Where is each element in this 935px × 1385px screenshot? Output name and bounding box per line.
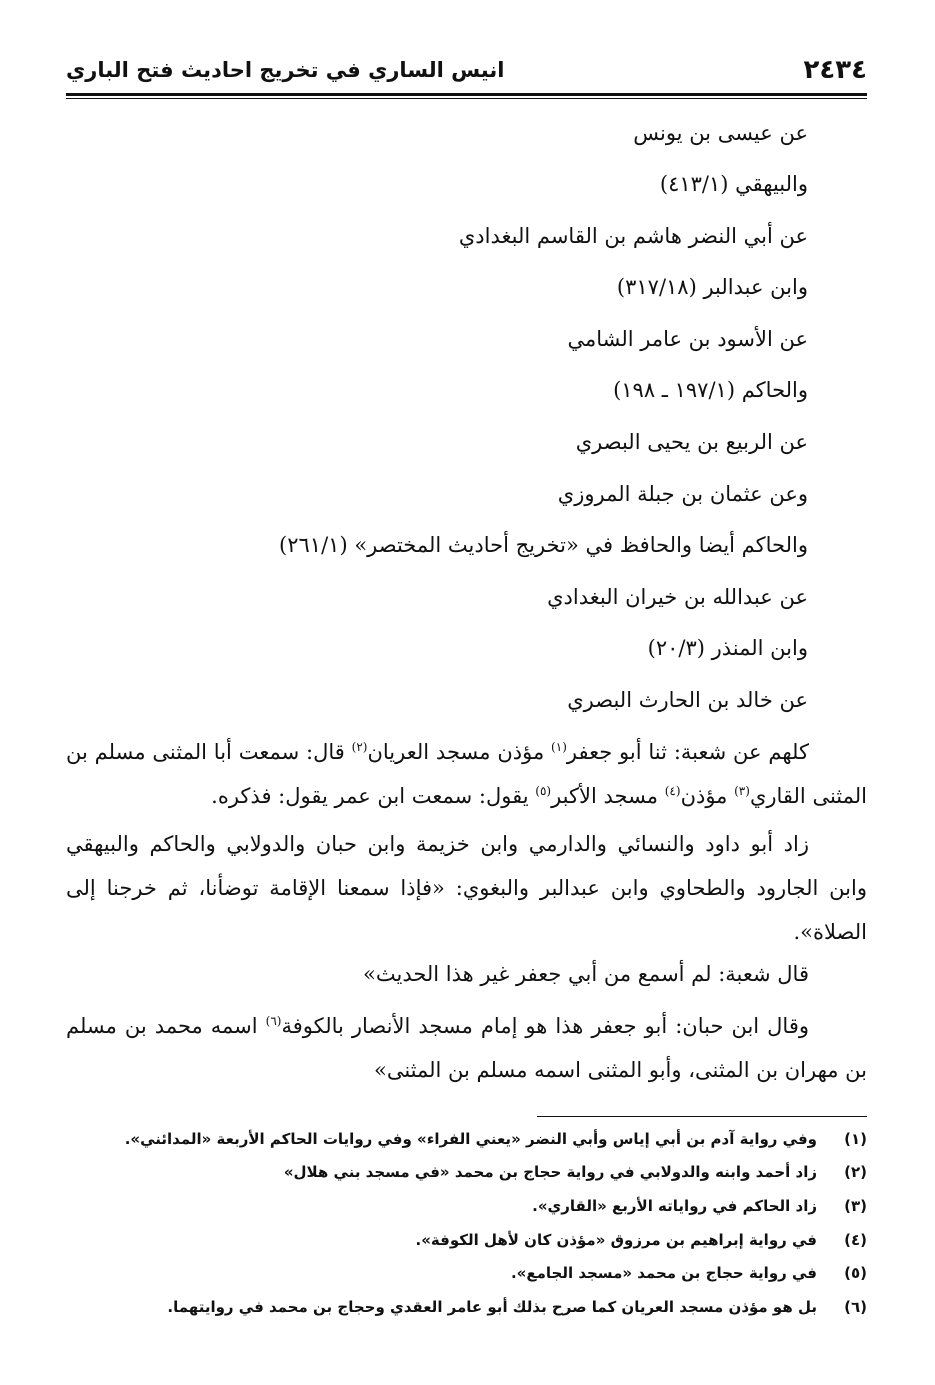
chain-line: عن أبي النضر هاشم بن القاسم البغدادي [458,224,808,248]
footnote-number: (٤) [844,1231,867,1249]
footnote-number: (٥) [844,1264,867,1282]
footnote-number: (٣) [844,1197,867,1215]
footnote-text: زاد أحمد وابنه والدولابي في رواية حجاج بن محمد «في مسجد بني هلال» [283,1163,817,1181]
footnote-number: (١) [844,1130,867,1148]
footnote-text: وفي رواية آدم بن أبي إياس وأبي النضر «يعني الفراء» وفي روايات الحاكم الأربعة «المدائني». [124,1130,817,1148]
paragraph-ibn-hibban [66,1004,867,1092]
footnote-text: في رواية إبراهيم بن مرزوق «مؤذن كان لأهل الكوفة». [415,1231,817,1249]
chain-line: عن خالد بن الحارث البصري [567,688,808,712]
paragraph-text: زاد أبو داود والنسائي والدارمي وابن خزيمة وابن حبان والدولابي والحاكم والبيهقي وابن الجارود والطحاوي وابن عبدالبر والبغوي: «فإذا سمعنا الإقامة توضأنا، ثم خرجنا إلى الصلاة». [66,832,867,944]
paragraph-additions [66,822,867,954]
header-rule [66,93,867,99]
paragraph-text: اسمه محمد بن مسلم بن مهران بن المثنى، وأبو المثنى اسمه مسلم بن المثنى» [66,1014,867,1082]
footnote-text: بل هو مؤذن مسجد العريان كما صرح بذلك أبو عامر العقدي وحجاج بن محمد في روايتهما. [167,1298,817,1316]
footnote [66,1231,867,1249]
footnote [66,1298,867,1316]
paragraph-text: مؤذن مسجد العريان [367,740,552,764]
chain-line: عن الربيع بن يحيى البصري [575,430,808,454]
chain-line: والحاكم أيضا والحافظ في «تخريج أحاديث المختصر» (٢٦١/١) [279,533,808,557]
footnote [66,1264,867,1282]
footnote-ref: (٤) [664,784,681,798]
footnote-ref: (٣) [734,784,750,798]
paragraph-text: وقال ابن حبان: أبو جعفر هذا هو إمام مسجد الأنصار بالكوفة [281,1014,809,1038]
footnote-number: (٦) [844,1298,867,1316]
footnote [66,1197,867,1215]
footnote-ref: (٢) [351,740,368,754]
paragraph-text: يقول: سمعت ابن عمر يقول: فذكره. [211,784,536,808]
chain-line: عن عيسى بن يونس [633,121,808,145]
paragraph-shuba [66,952,867,996]
paragraph-text: قال: سمعت أبا المثنى مسلم بن المثنى القاري [66,740,867,808]
footnote-separator [537,1116,867,1117]
footnote-ref: (٥) [535,784,552,798]
footnote-ref: (١) [551,740,567,754]
chain-line: والحاكم (١٩٧/١ ـ ١٩٨) [613,378,808,402]
running-header [66,52,867,88]
footnote-ref: (٦) [265,1014,282,1028]
chain-line: وعن عثمان بن جبلة المروزي [557,482,808,506]
chain-line: عن الأسود بن عامر الشامي [567,327,808,351]
chain-line: وابن عبدالبر (٣١٧/١٨) [616,275,808,299]
footnote-text: زاد الحاكم في رواياته الأربع «القاري». [532,1197,817,1215]
chain-line: عن عبدالله بن خيران البغدادي [547,585,808,609]
footnote-number: (٢) [844,1163,867,1181]
footnote [66,1130,867,1148]
paragraph-isnad [66,730,867,818]
chain-line: والبيهقي (٤١٣/١) [659,172,808,196]
page-number: ٢٤٣٤ [803,55,867,85]
paragraph-text: كلهم عن شعبة: ثنا أبو جعفر [566,740,810,764]
footnote [66,1163,867,1181]
footnote-text: في رواية حجاج بن محمد «مسجد الجامع». [510,1264,817,1282]
book-title: انيس الساري في تخريج احاديث فتح الباري [66,58,505,82]
paragraph-text: قال شعبة: لم أسمع من أبي جعفر غير هذا الحديث» [363,962,809,986]
chain-line: وابن المنذر (٢٠/٣) [647,636,808,660]
paragraph-text: مسجد الأكبر [551,784,665,808]
paragraph-text: مؤذن [680,784,735,808]
